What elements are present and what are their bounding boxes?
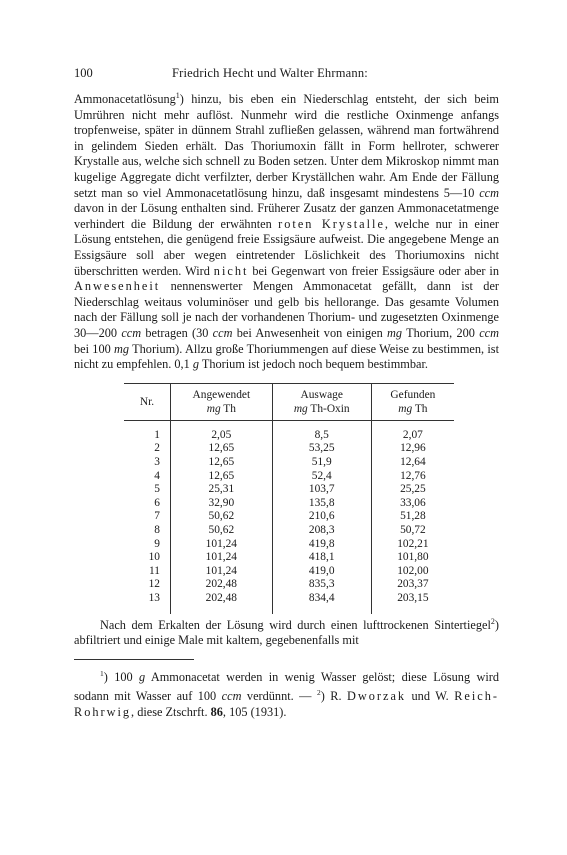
text-span: ) hinzu, bis eben ein Niederschlag entsteht, der sich beim Umrühren nicht mehr auflöst. Nunmehr wird die restliche Oxinmenge anfangs tropfenweise, später in dünnem Strahl zufließen gelassen, während man fortwährend in gelindem Sieden erhält. Das Thoriumoxin fällt in Form hellroter, schwerer Krystalle aus, welche sich schnell zu Boden setzen. Unter dem Mikroskop nimmt man kugelige Aggregate dicht verfilzter, derber Kryställchen wahr. Am Ende der Fällung setzt man so viel Ammonacetatlösung hinzu, daß insgesamt mindestens 5—10 xyxy=(74,92,499,200)
table-row xyxy=(124,538,454,552)
cell-nr: 11 xyxy=(149,564,160,577)
footnote-rule xyxy=(74,659,194,660)
cell-nr: 1 xyxy=(154,428,160,441)
paragraph-1 xyxy=(74,88,499,373)
cell-value: 418,1 xyxy=(272,551,371,565)
header-unit: mg xyxy=(206,402,221,415)
text-span: , 105 (1931). xyxy=(222,705,287,720)
spaced-emphasis: nicht xyxy=(213,263,249,278)
col-header-gefunden xyxy=(371,383,454,420)
text-span: Thorium ist jedoch noch bequem bestimmbar. xyxy=(199,357,428,372)
text-span: , diese Ztschrft. xyxy=(131,705,211,720)
footnote-ref-2: 2 xyxy=(490,616,495,626)
header-text: Gefunden xyxy=(390,388,436,401)
col-header-nr xyxy=(124,383,171,420)
cell-value: 834,4 xyxy=(272,592,371,614)
cell-nr: 6 xyxy=(154,496,160,509)
unit: g xyxy=(139,669,146,684)
text-span: Thorium, 200 xyxy=(402,326,480,340)
cell-nr: 10 xyxy=(148,551,160,564)
cell-value: 2,07 xyxy=(371,420,454,442)
main-text xyxy=(74,88,499,721)
cell-value: 208,3 xyxy=(272,524,371,538)
text-span: Ammonacetat werden in wenig Wasser gelöst; diese Lösung wird sodann mit Wasser auf 100 xyxy=(74,669,499,704)
cell-value: 51,9 xyxy=(272,456,371,470)
table-row xyxy=(124,483,454,497)
table-row xyxy=(124,592,454,614)
col-header-auswage xyxy=(272,383,371,420)
cell-nr: 4 xyxy=(154,469,160,482)
header-text: Auswage xyxy=(300,388,343,401)
table-row xyxy=(124,524,454,538)
table-row xyxy=(124,442,454,456)
cell-value: 50,72 xyxy=(371,524,454,538)
table-row xyxy=(124,420,454,442)
header-unit: mg xyxy=(398,402,413,415)
header-text: Th xyxy=(220,402,236,415)
cell-nr: 12 xyxy=(148,578,160,591)
cell-nr: 13 xyxy=(148,591,160,604)
cell-value: 12,96 xyxy=(371,442,454,456)
text-span: Nach dem Erkalten der Lösung wird durch einen lufttrockenen Sintertiegel xyxy=(100,617,491,632)
results-table xyxy=(124,383,454,614)
cell-value: 12,65 xyxy=(171,456,273,470)
paragraph-2 xyxy=(74,614,499,649)
cell-value: 103,7 xyxy=(272,483,371,497)
text-span: und W. xyxy=(406,689,455,704)
unit: ccm xyxy=(121,326,142,340)
footnote-mark-1: 1 xyxy=(100,668,104,678)
text-span: ) 100 xyxy=(103,669,140,684)
spaced-emphasis: roten Krystalle xyxy=(278,216,385,231)
header-text: Nr. xyxy=(139,395,155,408)
text-span: davon in der Lösung enthalten sind. Früherer Zusatz der ganzen Ammonacetatmenge verhindert die Bildung der erwähnten xyxy=(74,201,499,231)
cell-value: 12,76 xyxy=(371,470,454,484)
cell-value: 52,4 xyxy=(272,470,371,484)
running-header xyxy=(74,66,499,88)
cell-value: 135,8 xyxy=(272,497,371,511)
cell-nr: 8 xyxy=(154,523,160,536)
volume-number: 86 xyxy=(210,705,223,720)
text-span: Ammonacetatlösung xyxy=(74,92,176,107)
table-row xyxy=(124,551,454,565)
cell-value: 101,24 xyxy=(171,551,273,565)
cell-value: 32,90 xyxy=(171,497,273,511)
cell-value: 202,48 xyxy=(171,592,273,614)
spaced-emphasis: Anwesenheit xyxy=(74,279,161,294)
unit: mg xyxy=(387,326,403,340)
unit: ccm xyxy=(479,326,499,340)
cell-value: 53,25 xyxy=(272,442,371,456)
page xyxy=(74,66,499,721)
cell-value: 25,25 xyxy=(371,483,454,497)
text-span: , welche nur in einer Lösung entstehen, die genügend freie Essigsäure aufweist. Die angegebene Menge an Essigsäure soll aber wegen eintretender Löslichkeit des Thoriumoxins nicht überschritten werden. Wird xyxy=(74,216,499,278)
author-name: Reich-Rohrwig xyxy=(74,689,499,720)
cell-value: 50,62 xyxy=(171,510,273,524)
cell-value: 33,06 xyxy=(371,497,454,511)
cell-value: 101,24 xyxy=(171,538,273,552)
cell-value: 51,28 xyxy=(371,510,454,524)
cell-value: 50,62 xyxy=(171,524,273,538)
table-row xyxy=(124,565,454,579)
cell-value: 12,65 xyxy=(171,470,273,484)
text-span: bei Anwesenheit von einigen xyxy=(232,326,387,340)
unit: ccm xyxy=(479,185,499,200)
unit: ccm xyxy=(212,326,233,340)
cell-value: 102,21 xyxy=(371,538,454,552)
text-span: nennenswerter Mengen Ammonacetat gefällt, dann ist der Niederschlag weitaus voluminöser und gelb bis hellorange. Das gesamte Volumen nach der Fällung soll je nach der vorhandenen Thorium- und zugesetzten Oxinmenge 30—200 xyxy=(74,279,499,340)
unit: ccm xyxy=(221,689,242,704)
cell-nr: 9 xyxy=(154,537,160,550)
text-span: ) R. xyxy=(320,689,347,704)
cell-value: 210,6 xyxy=(272,510,371,524)
table-row xyxy=(124,510,454,524)
cell-value: 12,64 xyxy=(371,456,454,470)
footnote-ref-1: 1 xyxy=(175,91,180,100)
header-text: Th xyxy=(412,402,428,415)
text-span: bei Gegenwart von freier Essigsäure oder aber in xyxy=(248,263,499,278)
cell-value: 101,80 xyxy=(371,551,454,565)
cell-value: 101,24 xyxy=(171,565,273,579)
text-span: betragen (30 xyxy=(141,326,213,340)
table-body xyxy=(124,420,454,613)
page-number: 100 xyxy=(74,66,93,80)
cell-value: 419,8 xyxy=(272,538,371,552)
footnote xyxy=(74,666,499,721)
table-header-row xyxy=(124,383,454,420)
text-span: verdünnt. — xyxy=(241,689,317,704)
cell-nr: 2 xyxy=(154,442,160,455)
header-text: Angewendet xyxy=(192,388,251,401)
cell-value: 419,0 xyxy=(272,565,371,579)
cell-nr: 7 xyxy=(154,510,160,523)
text-span: bei 100 xyxy=(74,341,115,356)
cell-value: 835,3 xyxy=(272,578,371,592)
cell-value: 202,48 xyxy=(171,578,273,592)
cell-value: 8,5 xyxy=(272,420,371,442)
unit: mg xyxy=(114,341,130,356)
text-span: Thorium). Allzu große Thoriummengen auf diese Weise zu bestimmen, ist nicht zu empfehlen. 0,1 xyxy=(74,341,500,372)
text-span: ) abfiltriert und einige Male mit kaltem, gegebenenfalls mit xyxy=(74,617,499,648)
table-row xyxy=(124,470,454,484)
table-row xyxy=(124,456,454,470)
cell-nr: 3 xyxy=(154,455,160,468)
cell-value: 12,65 xyxy=(171,442,273,456)
running-head-title: Friedrich Hecht und Walter Ehrmann: xyxy=(172,66,368,80)
cell-value: 102,00 xyxy=(371,565,454,579)
unit: g xyxy=(192,357,199,372)
cell-value: 2,05 xyxy=(171,420,273,442)
cell-nr: 5 xyxy=(154,483,160,496)
table-row xyxy=(124,578,454,592)
header-unit: mg xyxy=(293,402,308,415)
footnote-mark-2: 2 xyxy=(316,688,321,698)
cell-value: 203,37 xyxy=(371,578,454,592)
table-row xyxy=(124,497,454,511)
cell-value: 203,15 xyxy=(371,592,454,614)
author-name: Dworzak xyxy=(346,689,407,704)
col-header-angewendet xyxy=(171,383,273,420)
header-text: Th-Oxin xyxy=(307,402,350,415)
cell-value: 25,31 xyxy=(171,483,273,497)
